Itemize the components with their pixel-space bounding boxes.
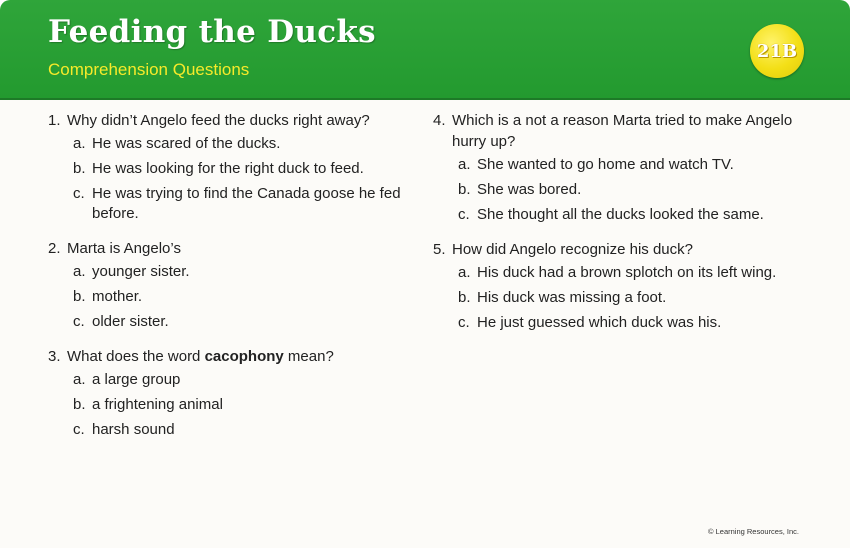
- question-number: 1.: [48, 112, 61, 129]
- question-number: 3.: [48, 348, 61, 365]
- answer-option: b. a frightening animal: [73, 396, 223, 413]
- right-column: [433, 110, 805, 347]
- question-1: [48, 110, 420, 224]
- question-text: Marta is Angelo’s: [67, 240, 181, 257]
- question-2: [48, 238, 420, 332]
- vocabulary-word: cacophony: [204, 348, 284, 365]
- question-5: [433, 239, 805, 333]
- answer-option: c. She thought all the ducks looked the same.: [458, 206, 764, 223]
- answer-option: b. His duck was missing a foot.: [458, 289, 667, 306]
- answer-option: b. She was bored.: [458, 181, 582, 198]
- card-subtitle: Comprehension Questions: [48, 60, 250, 79]
- question-number: 2.: [48, 240, 61, 257]
- answer-option: a. She wanted to go home and watch TV.: [458, 156, 734, 173]
- left-column: [48, 110, 420, 454]
- answer-option: a. a large group: [73, 371, 181, 388]
- card-header: [0, 0, 850, 100]
- question-text: Which is a not a reason Marta tried to make Angelo hurry up?: [452, 112, 793, 150]
- answer-option: b. mother.: [73, 288, 143, 305]
- question-text: What does the word cacophony mean?: [67, 348, 334, 365]
- answer-option: c. harsh sound: [73, 421, 175, 438]
- answer-option: a. younger sister.: [73, 263, 190, 280]
- question-text: How did Angelo recognize his duck?: [452, 241, 693, 258]
- answer-option: a. His duck had a brown splotch on its left wing.: [458, 264, 777, 281]
- copyright-notice: © Learning Resources, Inc.: [708, 527, 799, 536]
- question-text: Why didn’t Angelo feed the ducks right away?: [67, 112, 370, 129]
- card-title: Feeding the Ducks: [48, 14, 376, 50]
- badge-label: 21B: [756, 40, 798, 62]
- answer-option: c. older sister.: [73, 313, 169, 330]
- question-number: 5.: [433, 241, 446, 258]
- answer-option: c. He just guessed which duck was his.: [458, 314, 722, 331]
- answer-option: a. He was scared of the ducks.: [73, 135, 281, 152]
- answer-option: c. He was trying to find the Canada goose he fed before.: [73, 185, 401, 222]
- answer-option: b. He was looking for the right duck to feed.: [73, 160, 364, 177]
- question-number: 4.: [433, 112, 446, 129]
- card-number-badge: [750, 24, 804, 78]
- question-3: [48, 346, 420, 440]
- question-4: [433, 110, 805, 225]
